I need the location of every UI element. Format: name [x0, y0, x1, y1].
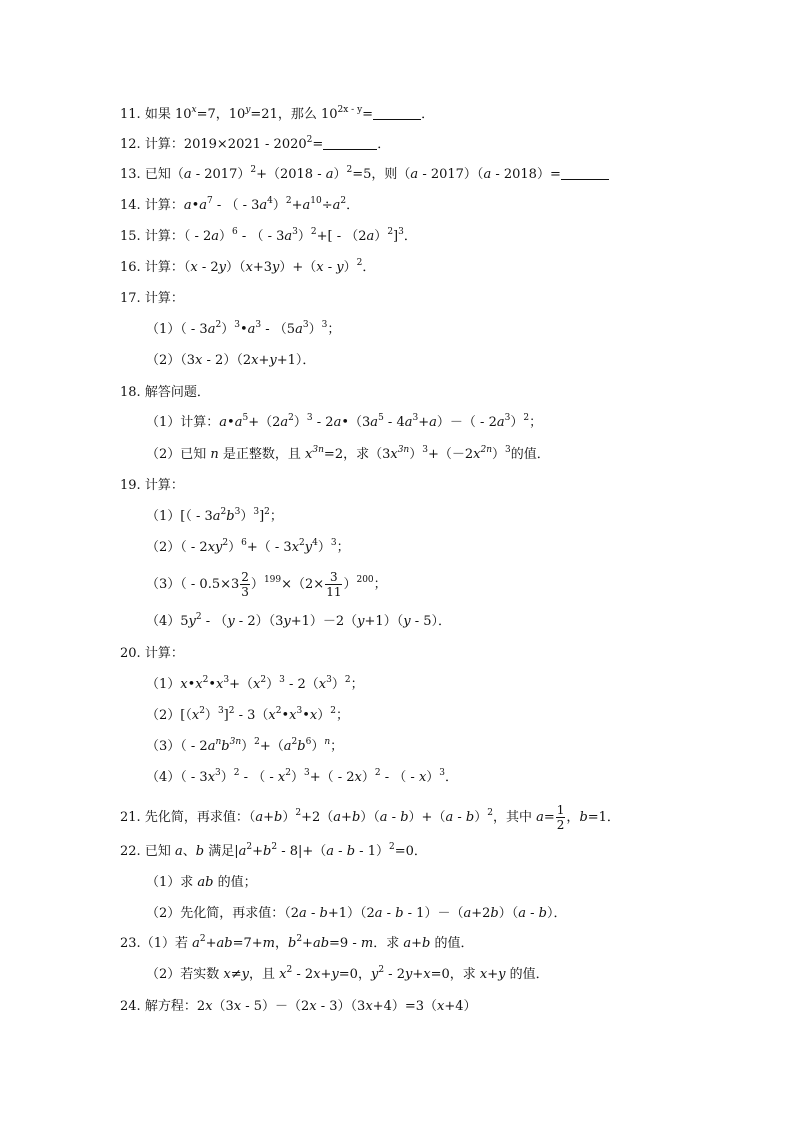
question-18-part-2: （2）已知 n 是正整数，且 $x^{3n}=2$，求$(3x^{3n})^3+(-2x^{2n})^3$的值．	[146, 445, 550, 462]
question-20: 20. 计算：	[120, 646, 184, 661]
question-17: 17. 计算：	[120, 291, 184, 306]
question-18: 18. 解答问题．	[120, 385, 210, 400]
question-19-part-1: $(1)[( - 3a^2b^3)^3]^2$；	[146, 507, 283, 524]
question-17-part-2: （2）（3x - 2）（2x+y+1）．	[146, 353, 316, 368]
question-19-part-3: （3）（ - 0.5×3 $\frac{2}{3}$ ）$^{199}$×（2× $\frac{3}{11}$ ）$^{200}$；	[146, 570, 387, 599]
question-14: 14. 计算：$a•a^7$ - （ - $3a^4)^2+a^{10}\div a^2$．	[120, 196, 360, 213]
question-16: 16. 计算：（x - 2y）（x+3y）+（x - y）$^2$．	[120, 258, 376, 275]
fraction-two-thirds: $\frac{2}{3}$	[241, 570, 249, 599]
question-24: 24. 解方程：2x（3x - 5）－（2x - 3）（3x+4）=3（x+4）	[120, 999, 477, 1014]
question-21: 21. 先化简，再求值：$(a+b)^2+2(a+b)(a - b)+(a - b)^2$，其中 a= $\frac{1}{2}$ ，b=1．	[120, 803, 620, 832]
question-20-part-1: $(1)x•x^2•x^3+(x^2)^3 - 2(x^3)^2$；	[146, 675, 364, 692]
question-11: 11. 如果 $10^x=7$，$10^y=21$，那么 $10^{2x - y}=$ ．	[120, 105, 435, 122]
answer-blank	[373, 107, 421, 120]
question-19-part-4: $(4)5y^2 - (y - 2)(3y+1)-2(y+1)(y - 5)$．	[146, 612, 451, 629]
question-22: 22. 已知 a、b 满足$|a^2+b^2 - 8|+(a - b - 1)^2=0$．	[120, 842, 427, 859]
question-17-part-1: $(1)( - 3a^2)^3•a^3 - (5a^3)^3$；	[146, 320, 341, 337]
answer-blank	[561, 167, 609, 180]
question-22-part-1: （1）求 ab 的值；	[146, 875, 257, 890]
question-15: 15. 计算：（ - 2a）$^6$ - （ - $3a^3)^2+[ - (2a)^2]^3$．	[120, 227, 417, 244]
answer-blank	[323, 137, 377, 150]
question-23-part-2: （2）若实数 x≠y，且 $x^2 - 2x+y=0$，$y^2 - 2y+x=0$，求 x+y 的值．	[146, 965, 549, 982]
question-19-part-2: $(2)( - 2xy^2)^6+( - 3x^2y^4)^3$；	[146, 538, 350, 555]
question-18-part-1: （1）计算：$a•a^5+(2a^2)^3$ - $2a•(3a^5 - 4a^3+a)-( - 2a^3)^2$；	[146, 413, 543, 430]
question-12: 12. 计算：$2019\times 2021 - 2020^2=$ ．	[120, 135, 391, 152]
question-19: 19. 计算：	[120, 478, 184, 493]
fraction-three-elevenths: $\frac{3}{11}$	[326, 570, 342, 599]
question-22-part-2: （2）先化简，再求值：（2a - b+1）（2a - b - 1）－（a+2b）（a - b）．	[146, 906, 567, 921]
question-13: 13. 已知（a - 2017）$^2$+（2018 - a）$^2$=5，则（a - 2017）（a - 2018）=	[120, 166, 609, 184]
fraction-one-half: $\frac{1}{2}$	[556, 803, 565, 832]
question-23: 23.（1）若 $a^2+ab=7+m$，$b^2+ab=9 - m$．求 a+b 的值．	[120, 934, 474, 951]
question-20-part-4: $(4)( - 3x^3)^2$ - （ - $x^2)^3+( - 2x)^2$ - （ - x）$^3$．	[146, 768, 459, 785]
question-20-part-3: $(3)( - 2a^nb^{3n})^2+(a^2b^6)^n$；	[146, 737, 344, 754]
question-20-part-2: $(2)[(x^2)^3]^2$ - $3(x^2•x^3•x)^2$；	[146, 706, 350, 723]
